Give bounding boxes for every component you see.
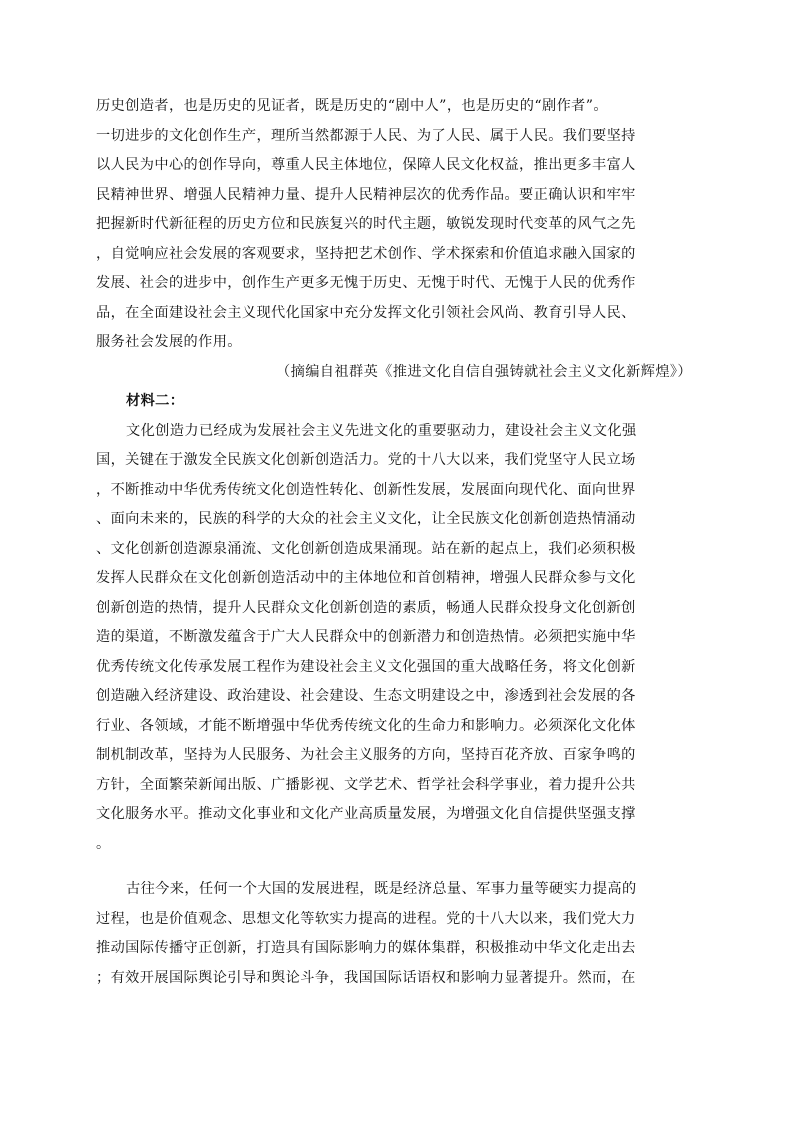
text-line: 创造融入经济建设、政治建设、社会建设、生态文明建设之中，渗透到社会发展的各: [96, 688, 636, 704]
text-line: 创新创造的热情，提升人民群众文化创新创造的素质，畅通人民群众投身文化创新创: [96, 599, 636, 616]
text-line: 古往今来，任何一个大国的发展进程，既是经济总量、军事力量等硬实力提高的: [126, 881, 637, 897]
text-line: 优秀传统文化传承发展工程作为建设社会主义文化强国的重大战略任务，将文化创新: [96, 658, 636, 675]
text-line: 国，关键在于激发全民族文化创新创造活力。党的十八大以来，我们党坚守人民立场: [96, 452, 636, 468]
text-line: ；有效开展国际舆论引导和舆论斗争，我国国际话语权和影响力显著提升。然而，在: [96, 969, 636, 986]
text-line: 推动国际传播守正创新，打造具有国际影响力的媒体集群，积极推动中华文化走出去: [96, 940, 636, 956]
text-line: 文化服务水平。推动文化事业和文化产业高质量发展，为增强文化自信提供坚强支撑: [96, 806, 636, 822]
material-two-paragraph-one: [96, 417, 698, 860]
text-line: 、文化创新创造源泉涌流、文化创新创造成果涌现。站在新的起点上，我们必须积极: [96, 540, 636, 557]
text-line: 民精神世界、增强人民精神力量、提升人民精神层次的优秀作品。要正确认识和牢牢: [96, 186, 636, 203]
source-citation: （摘编自祖群英《推进文化自信自强铸就社会主义文化新辉煌》）: [276, 363, 692, 380]
text-line: 发挥人民群众在文化创新创造活动中的主体地位和首创精神，增强人民群众参与文化: [96, 570, 636, 586]
text-line: 文化创造力已经成为发展社会主义先进文化的重要驱动力，建设社会主义文化强: [126, 422, 637, 439]
paragraph-gap: [96, 859, 698, 875]
text-line: 把握新时代新征程的历史方位和民族复兴的时代主题，敏锐发现时代变革的风气之先: [96, 216, 636, 232]
text-line: 以人民为中心的创作导向，尊重人民主体地位，保障人民文化权益，推出更多丰富人: [96, 157, 636, 173]
text-line: 历史创造者，也是历史的见证者，既是历史的“剧中人”，也是历史的“剧作者”。: [96, 98, 609, 114]
text-line: 服务社会发展的作用。: [96, 334, 242, 350]
text-line: 制机制改革，坚持为人民服务、为社会主义服务的方向，坚持百花齐放、百家争鸣的: [96, 747, 636, 763]
text-line: 品，在全面建设社会主义现代化国家中充分发挥文化引领社会风尚、教育引导人民、: [96, 304, 636, 321]
text-line: 过程，也是价值观念、思想文化等软实力提高的进程。党的十八大以来，我们党大力: [96, 910, 636, 927]
section-heading: 材料二：: [126, 393, 185, 409]
material-one-paragraph: [96, 92, 698, 358]
material-two-paragraph-two: [96, 875, 698, 993]
text-line: 方针，全面繁荣新闻出版、广播影视、文学艺术、哲学社会科学事业，着力提升公共: [96, 776, 636, 793]
text-line: 行业、各领域，才能不断增强中华优秀传统文化的生命力和影响力。必须深化文化体: [96, 717, 636, 734]
text-line: 发展、社会的进步中，创作生产更多无愧于历史、无愧于时代、无愧于人民的优秀作: [96, 275, 636, 291]
text-line: 一切进步的文化创作生产，理所当然都源于人民、为了人民、属于人民。我们要坚持: [96, 127, 636, 144]
text-line: 。: [96, 835, 111, 852]
text-line: ，自觉响应社会发展的客观要求，坚持把艺术创作、学术探索和价值追求融入国家的: [96, 245, 636, 262]
text-line: ，不断推动中华优秀传统文化创造性转化、创新性发展，发展面向现代化、面向世界: [96, 481, 636, 498]
text-line: 、面向未来的，民族的科学的大众的社会主义文化，让全民族文化创新创造热情涌动: [96, 511, 636, 527]
document-page: [96, 92, 698, 993]
text-line: 造的渠道，不断激发蕴含于广大人民群众中的创新潜力和创造热情。必须把实施中华: [96, 629, 636, 645]
